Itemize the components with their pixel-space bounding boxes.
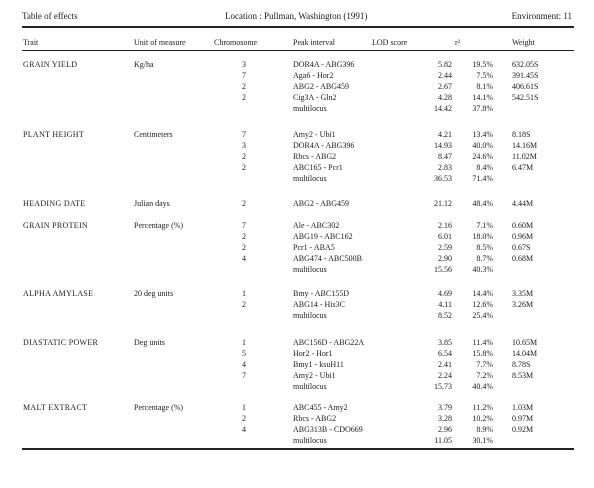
chromosome-cell: 7 [242,71,246,80]
trait-unit: Deg units [134,338,165,347]
chromosome-cell: 3 [242,141,246,150]
lod-score-cell: 2.24 [438,371,452,380]
lod-score-cell: 3.28 [438,414,452,423]
weight-cell: 6.47M [512,163,534,172]
chromosome-cell: 2 [242,199,246,208]
col-header-chromosome: Chromosome [214,38,258,47]
peak-interval-cell: ABC156D - ABG22A [293,338,365,347]
lod-score-cell: 15.73 [434,382,452,391]
r2-cell: 8.9% [476,425,493,434]
r2-cell: 10.2% [472,414,493,423]
lod-score-cell: 2.59 [438,243,452,252]
peak-interval-cell: Amy2 - Ubi1 [293,130,336,139]
table-row [0,104,594,115]
chromosome-cell: 5 [242,349,246,358]
weight-cell: 0.67S [512,243,531,252]
lod-score-cell: 4.28 [438,93,452,102]
table-row [0,130,594,141]
weight-cell: 3.35M [512,289,534,298]
weight-cell: 8.18S [512,130,531,139]
table-row [0,349,594,360]
lod-score-cell: 14.93 [434,141,452,150]
peak-interval-cell: Cig3A - Gln2 [293,93,337,102]
trait-unit: Percentage (%) [134,221,184,230]
lod-score-cell: 2.96 [438,425,452,434]
weight-cell: 542.51S [512,93,539,102]
trait-name: ALPHA AMYLASE [23,289,94,298]
lod-score-cell: 2.90 [438,254,452,263]
table-caption: Table of effects [22,11,78,21]
weight-cell: 406.61S [512,82,539,91]
peak-interval-cell: Hor2 - Hor1 [293,349,333,358]
chromosome-cell: 2 [242,152,246,161]
lod-score-cell: 3.79 [438,403,452,412]
r2-cell: 11.4% [472,338,493,347]
chromosome-cell: 2 [242,163,246,172]
chromosome-cell: 1 [242,338,246,347]
lod-score-cell: 2.44 [438,71,452,80]
table-row [0,199,594,210]
chromosome-cell: 4 [242,425,246,434]
peak-interval-cell: Bmy - ABC155D [293,289,350,298]
table-row [0,371,594,382]
trait-name: HEADING DATE [23,199,86,208]
chromosome-cell: 3 [242,60,246,69]
lod-score-cell: 21.12 [434,199,452,208]
table-row [0,360,594,371]
peak-interval-cell: multilocus [293,265,327,274]
trait-unit: 20 deg units [134,289,174,298]
lod-score-cell: 5.82 [438,60,452,69]
peak-interval-cell: Aga6 - Hor2 [293,71,334,80]
weight-cell: 14.04M [512,349,538,358]
weight-cell: 391.45S [512,71,539,80]
peak-interval-cell: multilocus [293,382,327,391]
table-row [0,414,594,425]
peak-interval-cell: multilocus [293,104,327,113]
chromosome-cell: 7 [242,221,246,230]
trait-name: DIASTATIC POWER [23,338,99,347]
table-row [0,289,594,300]
table-row [0,82,594,93]
peak-interval-cell: Bmy1 - ksuH11 [293,360,344,369]
table-row [0,232,594,243]
table-row [0,300,594,311]
r2-cell: 71.4% [472,174,493,183]
chromosome-cell: 7 [242,130,246,139]
lod-score-cell: 4.69 [438,289,452,298]
r2-cell: 7.1% [476,221,493,230]
lod-score-cell: 4.21 [438,130,452,139]
chromosome-cell: 2 [242,243,246,252]
table-row [0,382,594,393]
table-row [0,221,594,232]
peak-interval-cell: ABG2 - ABG459 [293,199,350,208]
lod-score-cell: 2.83 [438,163,452,172]
table-row [0,265,594,276]
r2-cell: 12.6% [472,300,493,309]
peak-interval-cell: Amy2 - Ubi1 [293,371,336,380]
table-row [0,254,594,265]
r2-cell: 40.4% [472,382,493,391]
r2-cell: 7.2% [476,371,493,380]
lod-score-cell: 2.16 [438,221,452,230]
table-row [0,163,594,174]
weight-cell: 10.65M [512,338,538,347]
col-header-peak: Peak interval [293,38,335,47]
weight-cell: 14.16M [512,141,538,150]
chromosome-cell: 2 [242,232,246,241]
weight-cell: 4.44M [512,199,534,208]
r2-cell: 14.1% [472,93,493,102]
lod-score-cell: 14.42 [434,104,452,113]
chromosome-cell: 1 [242,403,246,412]
r2-cell: 19.5% [472,60,493,69]
peak-interval-cell: ABC455 - Amy2 [293,403,348,412]
peak-interval-cell: ABG313B - CDO669 [293,425,363,434]
peak-interval-cell: DOR4A - ABG396 [293,141,355,150]
table-row [0,403,594,414]
weight-cell: 0.97M [512,414,534,423]
col-header-lod: LOD score [372,38,408,47]
r2-cell: 40.0% [472,141,493,150]
chromosome-cell: 4 [242,360,246,369]
trait-name: GRAIN PROTEIN [23,221,89,230]
r2-cell: 40.3% [472,265,493,274]
weight-cell: 8.78S [512,360,531,369]
lod-score-cell: 15.56 [434,265,452,274]
chromosome-cell: 2 [242,414,246,423]
chromosome-cell: 2 [242,93,246,102]
weight-cell: 1.03M [512,403,534,412]
trait-name: PLANT HEIGHT [23,130,85,139]
col-header-unit: Unit of measure [134,38,186,47]
table-row [0,174,594,185]
lod-score-cell: 2.41 [438,360,452,369]
r2-cell: 24.6% [472,152,493,161]
weight-cell: 0.60M [512,221,534,230]
table-row [0,60,594,71]
top-rule [22,26,574,28]
chromosome-cell: 7 [242,371,246,380]
r2-cell: 14.4% [472,289,493,298]
weight-cell: 0.96M [512,232,534,241]
col-header-r2: r² [455,38,461,47]
trait-unit: Julian days [134,199,170,208]
location-label: Location : Pullman, Washington (1991) [225,11,368,21]
table-row [0,338,594,349]
trait-name: MALT EXTRACT [23,403,88,412]
col-header-trait: Trait [23,38,39,47]
r2-cell: 8.4% [476,163,493,172]
peak-interval-cell: ABG14 - His3C [293,300,346,309]
bottom-rule [22,448,574,450]
environment-label: Environment: 11 [511,11,572,21]
trait-unit: Centimeters [134,130,173,139]
table-row [0,141,594,152]
lod-score-cell: 11.05 [434,436,452,445]
trait-unit: Kg/ha [134,60,154,69]
r2-cell: 7.7% [476,360,493,369]
r2-cell: 8.7% [476,254,493,263]
weight-cell: 3.26M [512,300,534,309]
table-row [0,152,594,163]
peak-interval-cell: multilocus [293,311,327,320]
r2-cell: 37.8% [472,104,493,113]
r2-cell: 11.2% [472,403,493,412]
table-row [0,93,594,104]
weight-cell: 0.92M [512,425,534,434]
table-row [0,311,594,322]
table-row [0,425,594,436]
weight-cell: 8.53M [512,371,534,380]
r2-cell: 8.5% [476,243,493,252]
lod-score-cell: 8.47 [438,152,452,161]
header-rule [22,50,574,51]
peak-interval-cell: multilocus [293,174,327,183]
lod-score-cell: 6.54 [438,349,452,358]
peak-interval-cell: DOR4A - ABG396 [293,60,355,69]
lod-score-cell: 4.11 [438,300,452,309]
r2-cell: 15.8% [472,349,493,358]
peak-interval-cell: ABG19 - ABC162 [293,232,353,241]
chromosome-cell: 1 [242,289,246,298]
r2-cell: 13.4% [472,130,493,139]
r2-cell: 7.5% [476,71,493,80]
peak-interval-cell: ABG2 - ABG459 [293,82,350,91]
table-row [0,243,594,254]
weight-cell: 632.05S [512,60,539,69]
peak-interval-cell: Rbcs - ABG2 [293,152,337,161]
chromosome-cell: 2 [242,300,246,309]
lod-score-cell: 3.85 [438,338,452,347]
peak-interval-cell: multilocus [293,436,327,445]
peak-interval-cell: ABC165 - Pcr1 [293,163,343,172]
trait-unit: Percentage (%) [134,403,184,412]
lod-score-cell: 2.67 [438,82,452,91]
peak-interval-cell: Rbcs - ABG2 [293,414,337,423]
table-row [0,71,594,82]
chromosome-cell: 2 [242,82,246,91]
chromosome-cell: 4 [242,254,246,263]
peak-interval-cell: ABG474 - ABC500B [293,254,362,263]
trait-name: GRAIN YIELD [23,60,78,69]
lod-score-cell: 36.53 [434,174,452,183]
peak-interval-cell: Ale - ABC302 [293,221,340,230]
weight-cell: 11.02M [512,152,537,161]
col-header-weight: Weight [512,38,535,47]
weight-cell: 0.68M [512,254,534,263]
r2-cell: 25.4% [472,311,493,320]
lod-score-cell: 6.01 [438,232,452,241]
r2-cell: 48.4% [472,199,493,208]
r2-cell: 8.1% [476,82,493,91]
r2-cell: 18.0% [472,232,493,241]
table-row [0,436,594,447]
lod-score-cell: 8.52 [438,311,452,320]
r2-cell: 30.1% [472,436,493,445]
peak-interval-cell: Pcr1 - ABA5 [293,243,335,252]
